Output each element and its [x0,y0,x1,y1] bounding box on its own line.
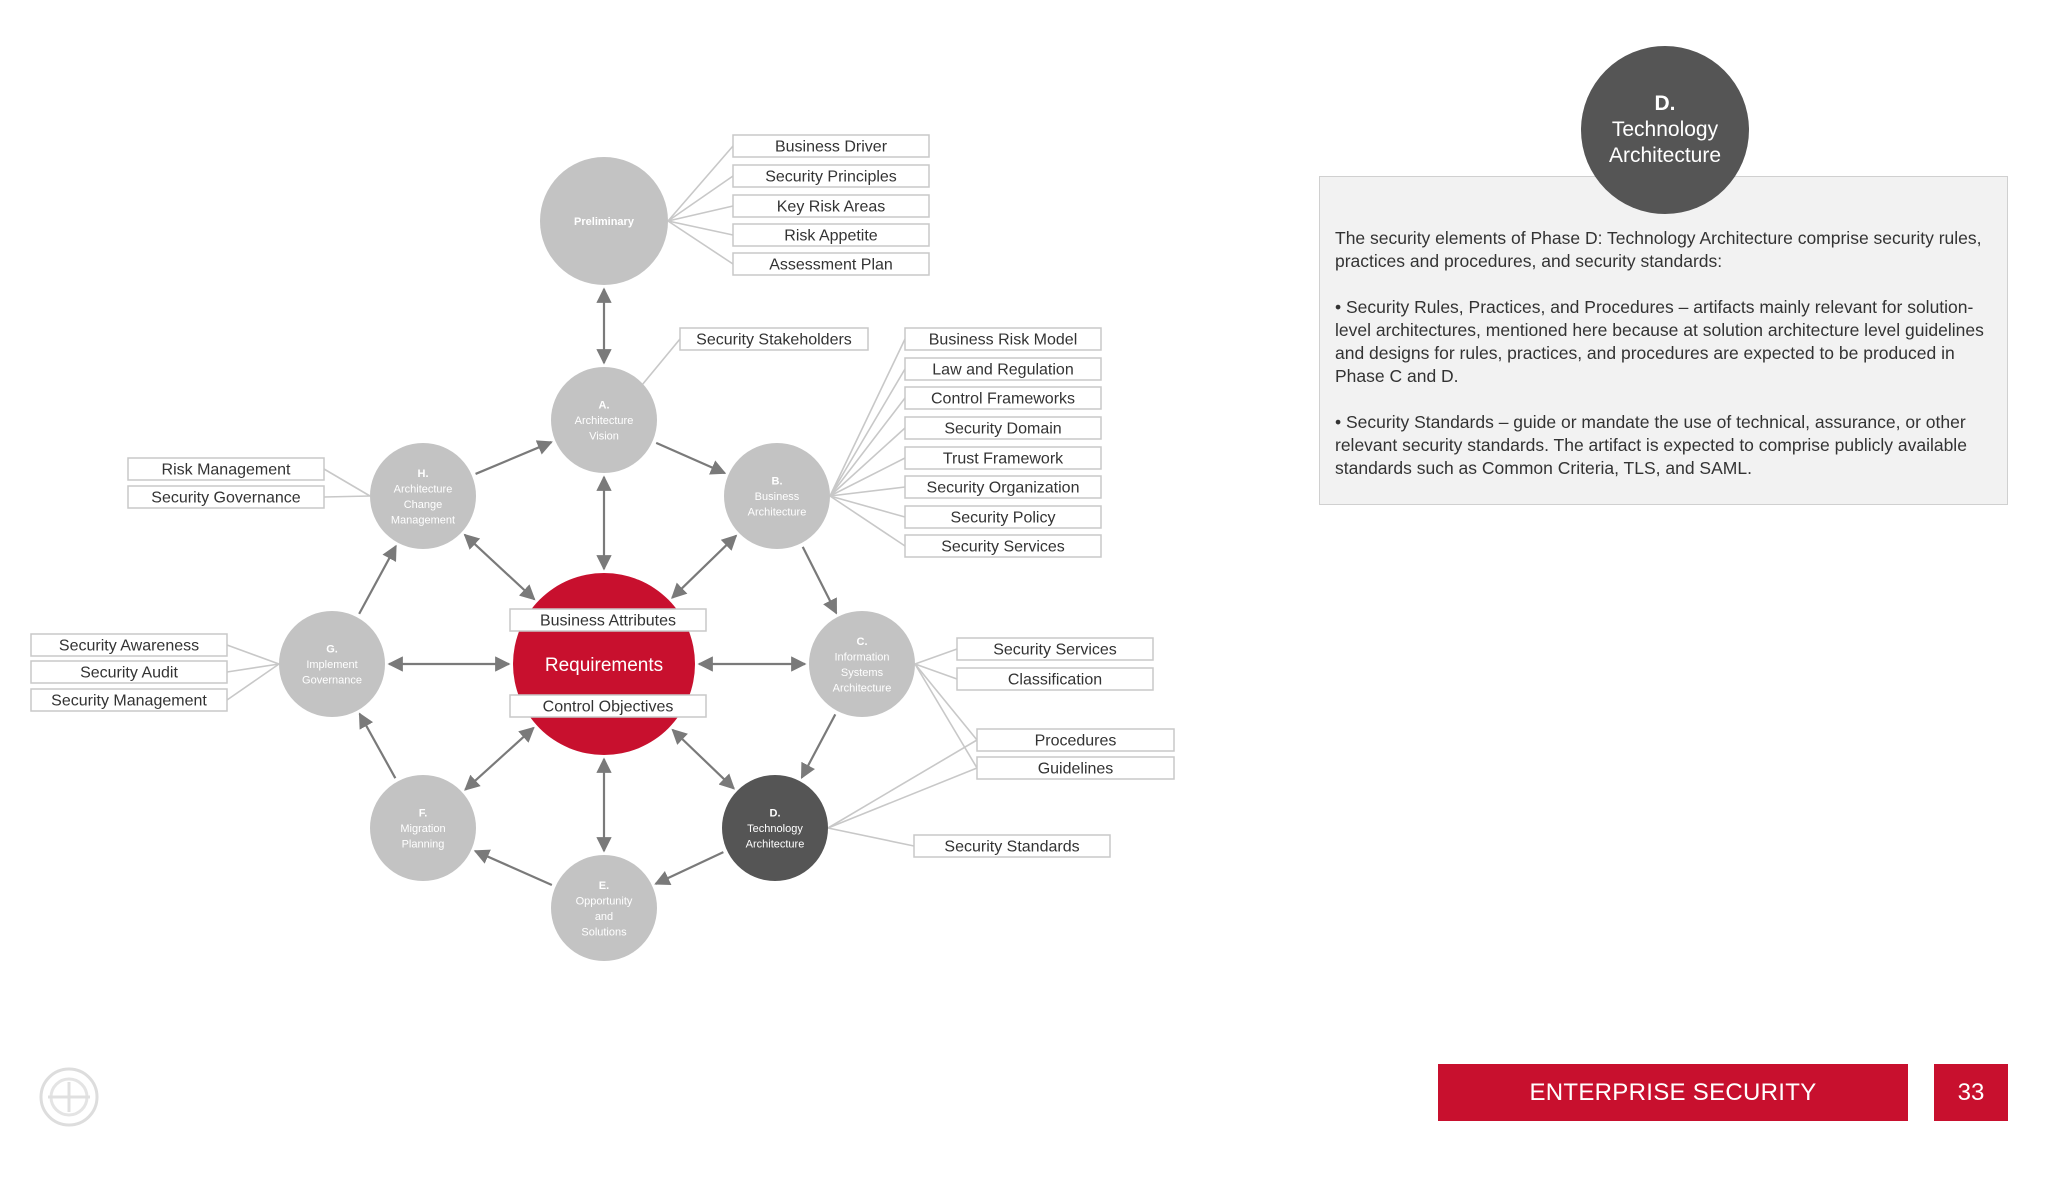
node-c [809,611,915,717]
label-text-preliminary-0: Business Driver [774,138,888,156]
node-c-text-2: Systems [840,666,884,679]
connector-h-1 [324,496,370,497]
arrow-b-c [803,547,837,613]
label-text-preliminary-1: Security Principles [765,168,897,186]
node-g-text-1: Implement [306,659,358,671]
node-e-text-3: Solutions [581,926,627,939]
requirements-label: Requirements [544,655,664,676]
node-a-text-1: Architecture [574,415,634,427]
description-rules-bullet: • Security Rules, Practices, and Procedures – artifacts mainly relevant for solution-level architectures, mentioned here because at solution architecture level guidelines and designs for rules, practices, and procedures are expected to be produced in Phase C and D. [1335,297,1984,386]
connector-b-0 [830,339,905,496]
label-text-cd-1: Guidelines [1037,760,1114,778]
connector-b-7 [830,496,905,546]
node-h-text-0: H. [417,467,429,480]
node-h-text-3: Management [390,514,456,527]
label-text-preliminary-4: Assessment Plan [769,256,893,274]
label-text-c-1: Classification [1007,671,1103,689]
node-e-text-2: and [594,910,614,923]
node-b-text-2: Architecture [747,506,807,519]
node-g-text-0: G. [326,643,338,656]
label-text-g-0: Security Awareness [58,637,200,655]
node-e [551,855,657,961]
label-text-c-0: Security Services [993,641,1117,659]
node-preliminary-text-0: Preliminary [574,216,634,228]
node-a-text-0: A. [598,399,610,412]
adm-security-diagram [0,0,1200,1000]
connector-d-0 [828,828,914,846]
node-d-text-2: Architecture [745,838,805,851]
requirements-bottom-box-text: Control Objectives [542,698,674,716]
label-text-cd-0: Procedures [1034,732,1117,750]
label-text-b-0: Business Risk Model [928,331,1078,349]
node-f-text-2: Planning [401,838,445,851]
phase-name-line1: Technology [1611,118,1719,141]
node-d-text-1: Technology [747,823,803,835]
node-g-text-2: Governance [302,674,362,687]
label-text-h-0: Risk Management [161,461,291,479]
node-e-text-1: Opportunity [575,895,633,908]
arrow-a-b [656,443,725,473]
node-b-text-1: Business [754,491,800,503]
node-h-text-1: Architecture [393,483,453,496]
connector-c-0 [915,649,957,664]
label-text-g-2: Security Management [51,692,207,710]
node-a-text-2: Vision [589,430,619,443]
connector-a-0 [642,339,680,385]
node-e-text-0: E. [598,879,610,892]
phase-d-circle [1581,46,1749,214]
arrow-e-f [475,851,552,885]
label-text-b-5: Security Organization [926,479,1080,497]
arrow-g-h [359,546,396,614]
node-d-text-0: D. [769,807,781,820]
company-logo-icon [38,1066,100,1128]
description-intro: The security elements of Phase D: Technology Architecture comprise security rules, practices and procedures, and security standards: [1335,228,1982,271]
arrow-requirements-f [465,728,533,790]
connector-b-5 [830,487,905,496]
node-c-text-0: C. [856,635,868,648]
node-c-text-1: Information [834,651,890,664]
label-text-b-4: Trust Framework [942,450,1064,468]
connector-b-2 [830,398,905,496]
node-h-text-2: Change [403,498,443,511]
label-text-b-3: Security Domain [944,420,1062,438]
connector-g-2 [227,664,279,700]
node-f-text-0: F. [418,807,428,820]
connector-cd-d-1 [828,768,977,828]
description-standards-bullet: • Security Standards – guide or mandate the use of technical, assurance, or other relevant security standards. The artifact is expected to comprise publicly available standards such as Common Criteria, TLS, and SAML. [1335,412,1967,478]
connector-h-0 [324,469,370,496]
phase-name-line2: Architecture [1608,144,1722,167]
arrow-requirements-h [465,535,535,600]
arrow-requirements-d [673,730,734,789]
phase-letter: D. [1654,92,1676,115]
label-text-preliminary-2: Key Risk Areas [776,198,886,216]
label-text-b-6: Security Policy [950,509,1056,527]
connector-cd-d-0 [828,740,977,828]
arrow-f-g [360,714,396,778]
connector-b-6 [830,496,905,517]
requirements-top-box-text: Business Attributes [539,612,677,630]
label-text-preliminary-3: Risk Appetite [784,227,878,245]
footer-title: ENTERPRISE SECURITY ARCHITECTURE [1438,1064,1908,1121]
label-text-b-7: Security Services [941,538,1065,556]
node-f-text-1: Migration [400,823,446,835]
label-text-d-0: Security Standards [944,838,1080,856]
phase-nodes [279,157,915,961]
node-b-text-0: B. [771,475,783,488]
arrow-requirements-b [672,536,736,598]
connector-g-1 [227,664,279,672]
arrow-h-a [476,442,552,474]
label-text-g-1: Security Audit [80,664,178,682]
arrow-d-e [656,852,724,884]
label-text-b-2: Control Frameworks [930,390,1076,408]
node-h [370,443,476,549]
label-text-b-1: Law and Regulation [932,361,1074,379]
label-text-a-0: Security Stakeholders [696,331,852,349]
connector-b-3 [830,428,905,496]
arrow-c-d [802,714,836,777]
label-text-h-1: Security Governance [151,489,301,507]
connector-g-0 [227,645,279,664]
phase-description-panel [1319,176,2008,505]
node-c-text-3: Architecture [832,682,892,695]
page-number: 33 [1934,1064,2008,1121]
